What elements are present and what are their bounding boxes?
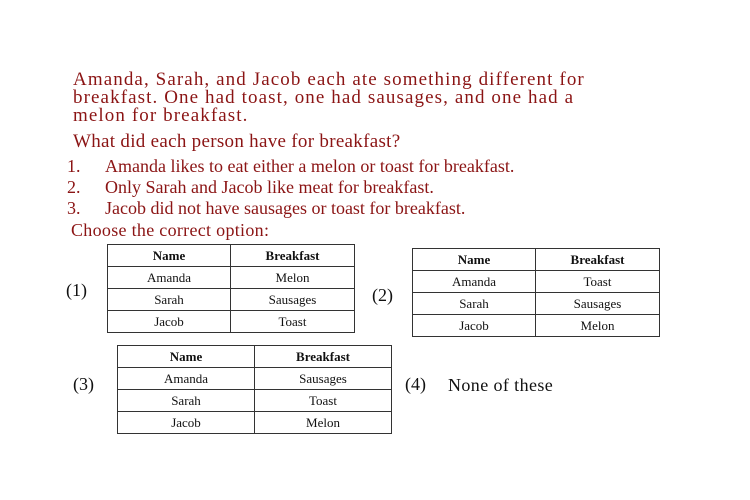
cell-name: Jacob (118, 412, 255, 434)
table-row (413, 315, 660, 337)
cell-breakfast: Melon (255, 412, 392, 434)
cell-name: Jacob (108, 311, 231, 333)
cell-name: Sarah (108, 289, 231, 311)
table-row (413, 271, 660, 293)
option-2-label[interactable]: (2) (372, 285, 393, 305)
header-breakfast: Breakfast (255, 346, 392, 368)
table-header-row (108, 245, 355, 267)
header-name: Name (413, 249, 536, 271)
header-name: Name (118, 346, 255, 368)
table-row (413, 293, 660, 315)
clue-number: 3. (67, 198, 81, 218)
clue-item (67, 156, 514, 177)
cell-name: Jacob (413, 315, 536, 337)
option-3-label[interactable]: (3) (73, 374, 94, 394)
clue-number: 1. (67, 156, 81, 176)
cell-breakfast: Toast (231, 311, 355, 333)
clue-text: Amanda likes to eat either a melon or toast for breakfast. (105, 156, 515, 176)
table-row (118, 390, 392, 412)
option-4-text[interactable]: None of these (448, 375, 554, 395)
clue-item (67, 198, 514, 219)
option-1-table[interactable] (107, 244, 355, 333)
cell-breakfast: Sausages (255, 368, 392, 390)
puzzle-question: What did each person have for breakfast? (73, 131, 401, 152)
table-row (118, 412, 392, 434)
cell-breakfast: Melon (536, 315, 660, 337)
table-row (108, 267, 355, 289)
table-row (108, 289, 355, 311)
cell-breakfast: Sausages (536, 293, 660, 315)
header-breakfast: Breakfast (231, 245, 355, 267)
option-2-table[interactable] (412, 248, 660, 337)
cell-name: Amanda (413, 271, 536, 293)
cell-breakfast: Toast (536, 271, 660, 293)
cell-breakfast: Toast (255, 390, 392, 412)
clue-number: 2. (67, 177, 81, 197)
clue-item (67, 177, 514, 198)
header-breakfast: Breakfast (536, 249, 660, 271)
cell-name: Amanda (108, 267, 231, 289)
cell-name: Sarah (118, 390, 255, 412)
table-row (118, 368, 392, 390)
clue-text: Only Sarah and Jacob like meat for breakfast. (105, 177, 434, 197)
cell-breakfast: Sausages (231, 289, 355, 311)
table-header-row (118, 346, 392, 368)
table-row (108, 311, 355, 333)
option-3-table[interactable] (117, 345, 392, 434)
option-4-label[interactable]: (4) (405, 374, 426, 394)
clue-list (67, 156, 514, 219)
puzzle-intro: Amanda, Sarah, and Jacob each ate something different for breakfast. One had toast, one had sausages, and one had a melon for breakfast. (73, 69, 585, 126)
clue-text: Jacob did not have sausages or toast for breakfast. (105, 198, 466, 218)
cell-name: Sarah (413, 293, 536, 315)
option-1-label[interactable]: (1) (66, 280, 87, 300)
choose-instruction: Choose the correct option: (71, 220, 270, 240)
cell-breakfast: Melon (231, 267, 355, 289)
table-header-row (413, 249, 660, 271)
cell-name: Amanda (118, 368, 255, 390)
header-name: Name (108, 245, 231, 267)
